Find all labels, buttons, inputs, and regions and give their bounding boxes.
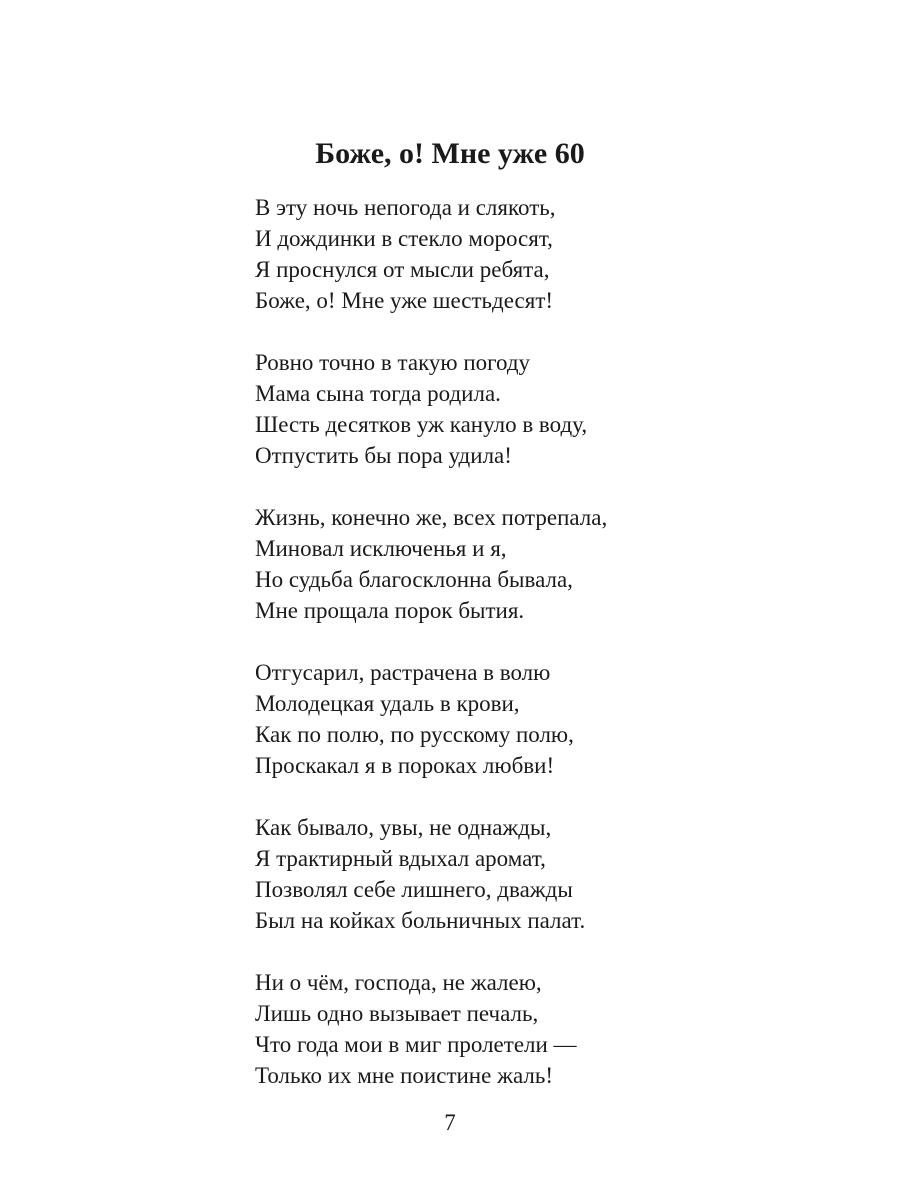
stanza-3 — [255, 502, 855, 626]
stanza-4 — [255, 657, 855, 781]
poem-line: Лишь одно вызывает печаль, — [255, 1001, 539, 1026]
poem-line: Ровно точно в такую погоду — [255, 350, 531, 375]
poem-line: Мне прощала порок бытия. — [255, 598, 525, 623]
poem-line: Ни о чём, господа, не жалею, — [255, 970, 542, 995]
poem-line: Отпустить бы пора удила! — [255, 443, 512, 468]
poem-body — [255, 192, 855, 1122]
poem-line: Позволял себе лишнего, дважды — [255, 877, 573, 902]
poem-line: Я проснулся от мысли ребята, — [255, 257, 550, 282]
poem-line: Мама сына тогда родила. — [255, 381, 501, 406]
poem-line: Как бывало, увы, не однажды, — [255, 815, 552, 840]
stanza-1 — [255, 192, 855, 316]
poem-line: В эту ночь непогода и слякоть, — [255, 195, 556, 220]
poem-title: Боже, о! Мне уже 60 — [315, 137, 585, 170]
poem-line: Боже, о! Мне уже шестьдесят! — [255, 288, 554, 313]
poem-line: Но судьба благосклонна бывала, — [255, 567, 573, 592]
poem-line: Отгусарил, растрачена в волю — [255, 660, 551, 685]
poem-line: Как по полю, по русскому полю, — [255, 722, 574, 747]
poem-line: Проскакал я в пороках любви! — [255, 753, 555, 778]
poem-line: Миновал исключенья и я, — [255, 536, 507, 561]
poem-line: Что года мои в миг пролетели — — [255, 1032, 577, 1057]
page-number: 7 — [444, 1110, 456, 1135]
poem-line: Только их мне поистине жаль! — [255, 1063, 554, 1088]
poem-line: Я трактирный вдыхал аромат, — [255, 846, 546, 871]
stanza-2 — [255, 347, 855, 471]
poem-line: Шесть десятков уж кануло в воду, — [255, 412, 588, 437]
poem-line: Молодецкая удаль в крови, — [255, 691, 520, 716]
poem-line: И дождинки в стекло моросят, — [255, 226, 553, 251]
stanza-5 — [255, 812, 855, 936]
poem-line: Жизнь, конечно же, всех потрепала, — [255, 505, 608, 530]
poem-line: Был на койках больничных палат. — [255, 908, 586, 933]
stanza-6 — [255, 967, 855, 1091]
